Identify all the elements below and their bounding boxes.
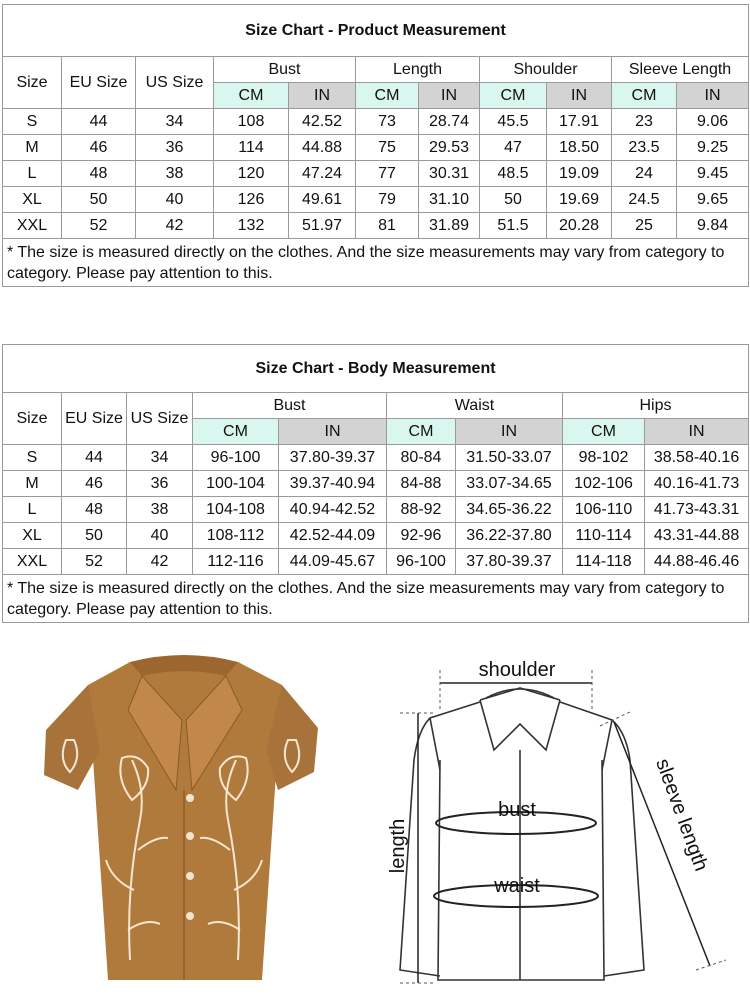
value-cell: 31.10 xyxy=(419,187,480,213)
value-cell: 30.31 xyxy=(419,161,480,187)
value-cell: 40.16-41.73 xyxy=(645,471,749,497)
product-table-title: Size Chart - Product Measurement xyxy=(3,5,749,57)
size-cell: M xyxy=(3,135,62,161)
value-cell: 79 xyxy=(356,187,419,213)
value-cell: 34 xyxy=(136,109,214,135)
value-cell: 29.53 xyxy=(419,135,480,161)
value-cell: 9.25 xyxy=(677,135,749,161)
unit-in: IN xyxy=(419,83,480,109)
value-cell: 108-112 xyxy=(193,523,279,549)
value-cell: 38 xyxy=(127,497,193,523)
body-table-body xyxy=(3,445,749,575)
size-cell: L xyxy=(3,497,62,523)
value-cell: 9.65 xyxy=(677,187,749,213)
value-cell: 42 xyxy=(136,213,214,239)
value-cell: 40 xyxy=(136,187,214,213)
value-cell: 126 xyxy=(214,187,289,213)
table-row xyxy=(3,471,749,497)
value-cell: 100-104 xyxy=(193,471,279,497)
value-cell: 23 xyxy=(612,109,677,135)
value-cell: 44.88-46.46 xyxy=(645,549,749,575)
value-cell: 42.52-44.09 xyxy=(279,523,387,549)
table-row xyxy=(3,109,749,135)
label-waist: waist xyxy=(494,875,540,897)
value-cell: 44 xyxy=(62,109,136,135)
table-row xyxy=(3,523,749,549)
value-cell: 92-96 xyxy=(387,523,456,549)
value-cell: 132 xyxy=(214,213,289,239)
unit-in: IN xyxy=(547,83,612,109)
value-cell: 46 xyxy=(62,135,136,161)
value-cell: 38 xyxy=(136,161,214,187)
product-measurement-table xyxy=(2,4,749,287)
value-cell: 81 xyxy=(356,213,419,239)
label-sleeve-length: sleeve length xyxy=(651,755,713,875)
value-cell: 108 xyxy=(214,109,289,135)
value-cell: 38.58-40.16 xyxy=(645,445,749,471)
value-cell: 120 xyxy=(214,161,289,187)
value-cell: 23.5 xyxy=(612,135,677,161)
value-cell: 44.09-45.67 xyxy=(279,549,387,575)
group-bust: Bust xyxy=(193,393,387,419)
value-cell: 98-102 xyxy=(563,445,645,471)
size-cell: XL xyxy=(3,187,62,213)
unit-in: IN xyxy=(456,419,563,445)
unit-in: IN xyxy=(289,83,356,109)
table-row xyxy=(3,213,749,239)
col-eu-size: EU Size xyxy=(62,57,136,109)
value-cell: 48.5 xyxy=(480,161,547,187)
value-cell: 42.52 xyxy=(289,109,356,135)
value-cell: 31.89 xyxy=(419,213,480,239)
table-row xyxy=(3,161,749,187)
label-bust: bust xyxy=(498,799,536,821)
value-cell: 36 xyxy=(127,471,193,497)
value-cell: 28.74 xyxy=(419,109,480,135)
value-cell: 19.69 xyxy=(547,187,612,213)
unit-cm: CM xyxy=(480,83,547,109)
group-sleeve-length: Sleeve Length xyxy=(612,57,749,83)
value-cell: 19.09 xyxy=(547,161,612,187)
body-table-title: Size Chart - Body Measurement xyxy=(3,345,749,393)
size-cell: S xyxy=(3,445,62,471)
size-cell: XL xyxy=(3,523,62,549)
value-cell: 45.5 xyxy=(480,109,547,135)
value-cell: 47.24 xyxy=(289,161,356,187)
value-cell: 36.22-37.80 xyxy=(456,523,563,549)
group-hips: Hips xyxy=(563,393,749,419)
col-eu-size: EU Size xyxy=(62,393,127,445)
body-table-note: * The size is measured directly on the clothes. And the size measurements may vary from category to category. Please pay attention to this. xyxy=(3,575,749,623)
value-cell: 25 xyxy=(612,213,677,239)
value-cell: 36 xyxy=(136,135,214,161)
value-cell: 77 xyxy=(356,161,419,187)
size-cell: M xyxy=(3,471,62,497)
value-cell: 42 xyxy=(127,549,193,575)
label-length: length xyxy=(387,818,409,874)
value-cell: 17.91 xyxy=(547,109,612,135)
value-cell: 44.88 xyxy=(289,135,356,161)
col-size: Size xyxy=(3,393,62,445)
illustration-area xyxy=(0,640,750,1000)
value-cell: 33.07-34.65 xyxy=(456,471,563,497)
value-cell: 9.45 xyxy=(677,161,749,187)
group-bust: Bust xyxy=(214,57,356,83)
value-cell: 114 xyxy=(214,135,289,161)
value-cell: 24.5 xyxy=(612,187,677,213)
value-cell: 114-118 xyxy=(563,549,645,575)
value-cell: 9.06 xyxy=(677,109,749,135)
value-cell: 40 xyxy=(127,523,193,549)
value-cell: 51.5 xyxy=(480,213,547,239)
value-cell: 50 xyxy=(62,523,127,549)
col-us-size: US Size xyxy=(136,57,214,109)
value-cell: 49.61 xyxy=(289,187,356,213)
value-cell: 112-116 xyxy=(193,549,279,575)
size-cell: S xyxy=(3,109,62,135)
value-cell: 20.28 xyxy=(547,213,612,239)
value-cell: 96-100 xyxy=(193,445,279,471)
value-cell: 9.84 xyxy=(677,213,749,239)
unit-cm: CM xyxy=(612,83,677,109)
table-row xyxy=(3,445,749,471)
unit-cm: CM xyxy=(193,419,279,445)
table-row xyxy=(3,187,749,213)
unit-cm: CM xyxy=(387,419,456,445)
group-waist: Waist xyxy=(387,393,563,419)
value-cell: 44 xyxy=(62,445,127,471)
value-cell: 48 xyxy=(62,161,136,187)
product-table-body xyxy=(3,109,749,239)
unit-in: IN xyxy=(677,83,749,109)
value-cell: 34 xyxy=(127,445,193,471)
value-cell: 51.97 xyxy=(289,213,356,239)
table-row xyxy=(3,549,749,575)
value-cell: 18.50 xyxy=(547,135,612,161)
size-cell: XXL xyxy=(3,213,62,239)
value-cell: 24 xyxy=(612,161,677,187)
group-length: Length xyxy=(356,57,480,83)
value-cell: 37.80-39.37 xyxy=(279,445,387,471)
value-cell: 73 xyxy=(356,109,419,135)
shirt-photo xyxy=(44,655,318,980)
body-measurement-table xyxy=(2,344,749,623)
unit-cm: CM xyxy=(563,419,645,445)
value-cell: 96-100 xyxy=(387,549,456,575)
unit-cm: CM xyxy=(356,83,419,109)
value-cell: 40.94-42.52 xyxy=(279,497,387,523)
value-cell: 106-110 xyxy=(563,497,645,523)
value-cell: 43.31-44.88 xyxy=(645,523,749,549)
value-cell: 84-88 xyxy=(387,471,456,497)
value-cell: 52 xyxy=(62,549,127,575)
size-cell: L xyxy=(3,161,62,187)
value-cell: 31.50-33.07 xyxy=(456,445,563,471)
value-cell: 104-108 xyxy=(193,497,279,523)
unit-cm: CM xyxy=(214,83,289,109)
value-cell: 50 xyxy=(480,187,547,213)
value-cell: 41.73-43.31 xyxy=(645,497,749,523)
value-cell: 110-114 xyxy=(563,523,645,549)
col-us-size: US Size xyxy=(127,393,193,445)
value-cell: 88-92 xyxy=(387,497,456,523)
size-cell: XXL xyxy=(3,549,62,575)
label-shoulder: shoulder xyxy=(478,659,556,681)
value-cell: 47 xyxy=(480,135,547,161)
group-shoulder: Shoulder xyxy=(480,57,612,83)
col-size: Size xyxy=(3,57,62,109)
unit-in: IN xyxy=(279,419,387,445)
value-cell: 80-84 xyxy=(387,445,456,471)
value-cell: 39.37-40.94 xyxy=(279,471,387,497)
value-cell: 52 xyxy=(62,213,136,239)
value-cell: 48 xyxy=(62,497,127,523)
unit-in: IN xyxy=(645,419,749,445)
value-cell: 50 xyxy=(62,187,136,213)
value-cell: 46 xyxy=(62,471,127,497)
value-cell: 37.80-39.37 xyxy=(456,549,563,575)
value-cell: 34.65-36.22 xyxy=(456,497,563,523)
table-row xyxy=(3,497,749,523)
value-cell: 102-106 xyxy=(563,471,645,497)
product-table-note: * The size is measured directly on the clothes. And the size measurements may vary from category to category. Please pay attention to this. xyxy=(3,239,749,287)
value-cell: 75 xyxy=(356,135,419,161)
table-row xyxy=(3,135,749,161)
